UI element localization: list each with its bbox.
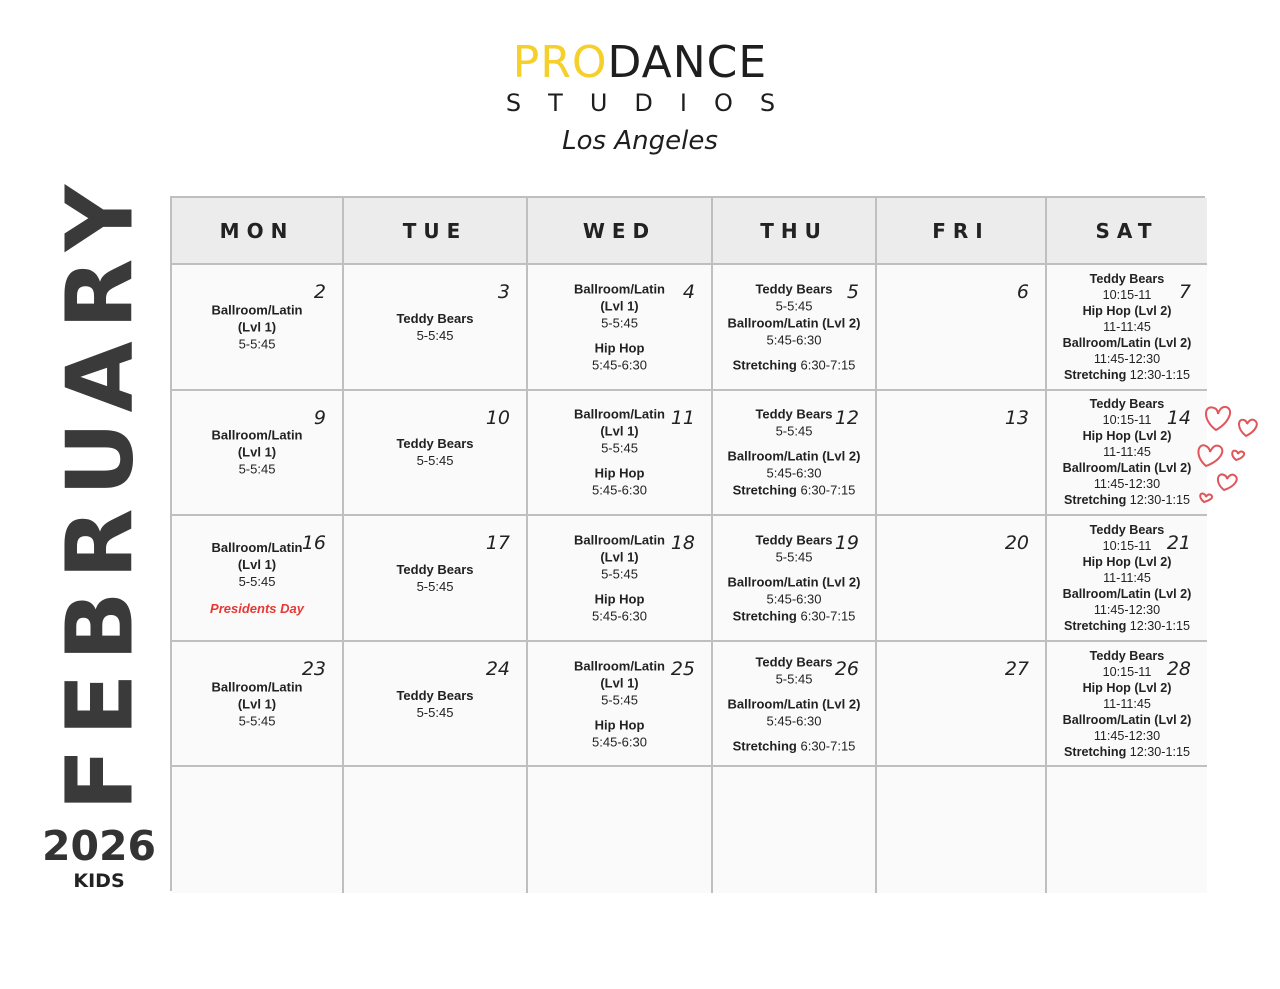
- day-cell: [172, 391, 344, 517]
- day-number: 14: [1166, 406, 1191, 429]
- day-cell: [877, 391, 1047, 517]
- day-cell: [713, 265, 877, 391]
- event-name: Teddy Bears: [755, 406, 833, 422]
- event-time: 5-5:45: [775, 298, 813, 314]
- day-number: 9: [313, 406, 326, 429]
- event-time: 5-5:45: [416, 327, 454, 343]
- event-name: Stretching: [1063, 367, 1127, 382]
- event-name: Ballroom/Latin: [573, 281, 665, 297]
- event-time: 11:45-12:30: [1093, 728, 1161, 743]
- day-cell: [877, 642, 1047, 768]
- weekday-header-sat: SAT: [1047, 198, 1207, 265]
- event-time: 5-5:45: [238, 336, 276, 352]
- event-level: (Lvl 1): [237, 319, 277, 335]
- event-name: Ballroom/Latin (Lvl 2): [1062, 712, 1192, 727]
- event-name: Ballroom/Latin: [573, 658, 665, 674]
- heart-icon: [1198, 445, 1222, 466]
- event-name: Stretching: [732, 482, 797, 498]
- event-name: Ballroom/Latin (Lvl 2): [1062, 461, 1192, 476]
- event-time: 5:45-6:30: [592, 608, 647, 624]
- event-name: Hip Hop (Lvl 2): [1082, 303, 1172, 318]
- event-time: 5-5:45: [775, 549, 813, 565]
- event-time: 12:30-1:15: [1129, 618, 1190, 633]
- event-time: 5-5:45: [416, 704, 454, 720]
- day-cell: [1047, 391, 1207, 517]
- event-name: Hip Hop (Lvl 2): [1082, 554, 1172, 569]
- event-name: Ballroom/Latin (Lvl 2): [1062, 586, 1192, 601]
- heart-icon: [1200, 494, 1212, 502]
- day-number: 28: [1166, 657, 1191, 680]
- event-time: 5:45-6:30: [592, 482, 647, 498]
- event-name: Teddy Bears: [1089, 522, 1165, 537]
- logo-wordmark: [0, 38, 1280, 88]
- hearts-decoration-icon: [1196, 398, 1266, 506]
- event-time: 5:45-6:30: [766, 465, 822, 481]
- event-time: 11-11:45: [1103, 570, 1151, 585]
- day-number: 11: [670, 406, 695, 429]
- day-number: 4: [682, 281, 695, 303]
- holiday-label: Presidents Day: [210, 600, 304, 616]
- event-name: Teddy Bears: [755, 281, 833, 297]
- event-time: 10:15-11: [1102, 287, 1152, 302]
- empty-cell: [528, 767, 713, 893]
- event-name: Ballroom/Latin (Lvl 2): [727, 448, 861, 464]
- day-cell: [344, 265, 528, 391]
- event-time: 5-5:45: [601, 692, 638, 708]
- city-name: Los Angeles: [562, 126, 718, 156]
- weekday-header-tue: TUE: [344, 198, 528, 265]
- day-cell: [528, 516, 713, 642]
- event-time: 6:30-7:15: [800, 608, 856, 624]
- event-name: Hip Hop: [594, 717, 645, 733]
- event-name: Hip Hop: [594, 591, 645, 607]
- heart-icon: [1239, 420, 1257, 436]
- event-time: 6:30-7:15: [800, 482, 856, 498]
- day-cell: [713, 642, 877, 768]
- event-level: (Lvl 1): [600, 675, 639, 691]
- day-cell: [528, 391, 713, 517]
- day-number: 13: [1004, 406, 1029, 429]
- day-cell: [172, 516, 344, 642]
- day-number: 25: [670, 657, 695, 680]
- event-level: (Lvl 1): [237, 696, 277, 712]
- day-cell: [1047, 516, 1207, 642]
- day-cell: [172, 642, 344, 768]
- logo-dance: DANCE: [607, 37, 768, 88]
- logo-pro: PRO: [512, 37, 608, 88]
- day-cell: [713, 391, 877, 517]
- event-time: 6:30-7:15: [800, 738, 856, 754]
- event-level: (Lvl 1): [237, 556, 277, 572]
- event-time: 5-5:45: [238, 461, 276, 477]
- event-time: 5-5:45: [238, 713, 276, 729]
- event-time: 11:45-12:30: [1093, 602, 1161, 617]
- event-time: 11-11:45: [1103, 696, 1151, 711]
- event-name: Ballroom/Latin (Lvl 2): [1062, 335, 1192, 350]
- event-time: 5:45-6:30: [592, 357, 647, 373]
- day-cell: [344, 516, 528, 642]
- day-cell: [528, 265, 713, 391]
- event-time: 12:30-1:15: [1129, 493, 1190, 508]
- empty-cell: [713, 767, 877, 893]
- event-time: 11-11:45: [1103, 445, 1151, 460]
- day-cell: [344, 642, 528, 768]
- day-cell: [172, 265, 344, 391]
- day-number: 7: [1178, 281, 1191, 303]
- event-name: Teddy Bears: [1089, 271, 1165, 286]
- day-cell: [1047, 642, 1207, 768]
- event-name: Ballroom/Latin: [211, 539, 303, 555]
- event-name: Ballroom/Latin (Lvl 2): [727, 574, 861, 590]
- event-time: 5-5:45: [775, 423, 813, 439]
- event-time: 5-5:45: [601, 440, 638, 456]
- weekday-header-thu: THU: [713, 198, 877, 265]
- year-label: 2026: [41, 822, 157, 870]
- day-cell: [344, 391, 528, 517]
- event-time: 5-5:45: [775, 671, 813, 687]
- event-name: Ballroom/Latin: [211, 427, 303, 443]
- weekday-header-wed: WED: [528, 198, 713, 265]
- event-name: Teddy Bears: [396, 687, 474, 703]
- event-time: 5:45-6:30: [766, 713, 822, 729]
- event-name: Teddy Bears: [1089, 648, 1165, 663]
- event-name: Hip Hop: [594, 340, 645, 356]
- event-time: 11-11:45: [1103, 319, 1151, 334]
- day-number: 21: [1166, 532, 1191, 555]
- day-number: 12: [834, 406, 859, 429]
- event-time: 10:15-11: [1102, 413, 1152, 428]
- event-time: 11:45-12:30: [1093, 477, 1161, 492]
- day-number: 6: [1016, 281, 1029, 303]
- event-name: Hip Hop (Lvl 2): [1082, 429, 1172, 444]
- event-time: 12:30-1:15: [1129, 744, 1190, 759]
- empty-cell: [172, 767, 344, 893]
- weekday-header-fri: FRI: [877, 198, 1047, 265]
- event-name: Stretching: [732, 608, 797, 624]
- heart-icon: [1232, 451, 1244, 460]
- event-name: Teddy Bears: [755, 532, 833, 548]
- event-name: Stretching: [1063, 618, 1127, 633]
- event-time: 12:30-1:15: [1129, 367, 1190, 382]
- heart-icon: [1206, 407, 1230, 430]
- day-number: 17: [485, 532, 510, 555]
- month-title: FEBRUARY: [46, 172, 154, 812]
- event-name: Hip Hop (Lvl 2): [1082, 680, 1172, 695]
- day-number: 5: [846, 281, 859, 303]
- event-time: 5-5:45: [601, 315, 638, 331]
- event-time: 5:45-6:30: [766, 591, 822, 607]
- day-number: 3: [497, 281, 510, 303]
- event-time: 5:45-6:30: [766, 332, 822, 348]
- event-time: 5-5:45: [416, 578, 454, 594]
- day-number: 10: [485, 406, 510, 429]
- event-name: Ballroom/Latin (Lvl 2): [727, 315, 861, 331]
- event-name: Stretching: [1063, 493, 1127, 508]
- event-time: 6:30-7:15: [800, 357, 856, 373]
- logo-studios: STUDIOS: [505, 89, 803, 117]
- event-level: (Lvl 1): [237, 444, 277, 460]
- event-name: Teddy Bears: [396, 310, 474, 326]
- weekday-header-mon: MON: [172, 198, 344, 265]
- event-time: 11:45-12:30: [1093, 351, 1161, 366]
- empty-cell: [1047, 767, 1207, 893]
- studio-logo: [0, 38, 1280, 118]
- heart-icon: [1218, 474, 1237, 490]
- event-name: Stretching: [732, 738, 797, 754]
- event-time: 5-5:45: [416, 453, 454, 469]
- event-time: 5-5:45: [238, 573, 276, 589]
- event-name: Hip Hop: [594, 465, 645, 481]
- day-number: 2: [313, 281, 326, 303]
- calendar-grid: [170, 196, 1205, 891]
- event-time: 10:15-11: [1102, 538, 1152, 553]
- day-number: 27: [1004, 657, 1029, 680]
- event-name: Teddy Bears: [396, 561, 474, 577]
- event-name: Ballroom/Latin: [211, 302, 303, 318]
- day-number: 20: [1004, 532, 1029, 555]
- event-name: Stretching: [1063, 744, 1127, 759]
- day-number: 18: [670, 532, 695, 555]
- empty-cell: [344, 767, 528, 893]
- empty-cell: [877, 767, 1047, 893]
- audience-label: KIDS: [73, 870, 125, 892]
- day-cell: [528, 642, 713, 768]
- event-name: Stretching: [732, 357, 797, 373]
- event-time: 5:45-6:30: [592, 734, 647, 750]
- event-name: Ballroom/Latin (Lvl 2): [727, 696, 861, 712]
- day-cell: [877, 516, 1047, 642]
- event-name: Ballroom/Latin: [573, 406, 665, 422]
- day-number: 16: [301, 532, 326, 555]
- day-cell: [877, 265, 1047, 391]
- event-time: 5-5:45: [601, 566, 638, 582]
- day-number: 23: [301, 657, 326, 680]
- day-number: 26: [834, 657, 859, 680]
- event-level: (Lvl 1): [600, 549, 639, 565]
- event-name: Teddy Bears: [1089, 397, 1165, 412]
- event-name: Teddy Bears: [755, 654, 833, 670]
- event-level: (Lvl 1): [600, 298, 639, 314]
- event-name: Ballroom/Latin: [573, 532, 665, 548]
- day-number: 19: [834, 532, 859, 555]
- event-name: Teddy Bears: [396, 436, 474, 452]
- day-cell: [1047, 265, 1207, 391]
- event-time: 10:15-11: [1102, 664, 1152, 679]
- day-cell: [713, 516, 877, 642]
- event-level: (Lvl 1): [600, 423, 639, 439]
- day-number: 24: [485, 657, 510, 680]
- event-name: Ballroom/Latin: [211, 679, 303, 695]
